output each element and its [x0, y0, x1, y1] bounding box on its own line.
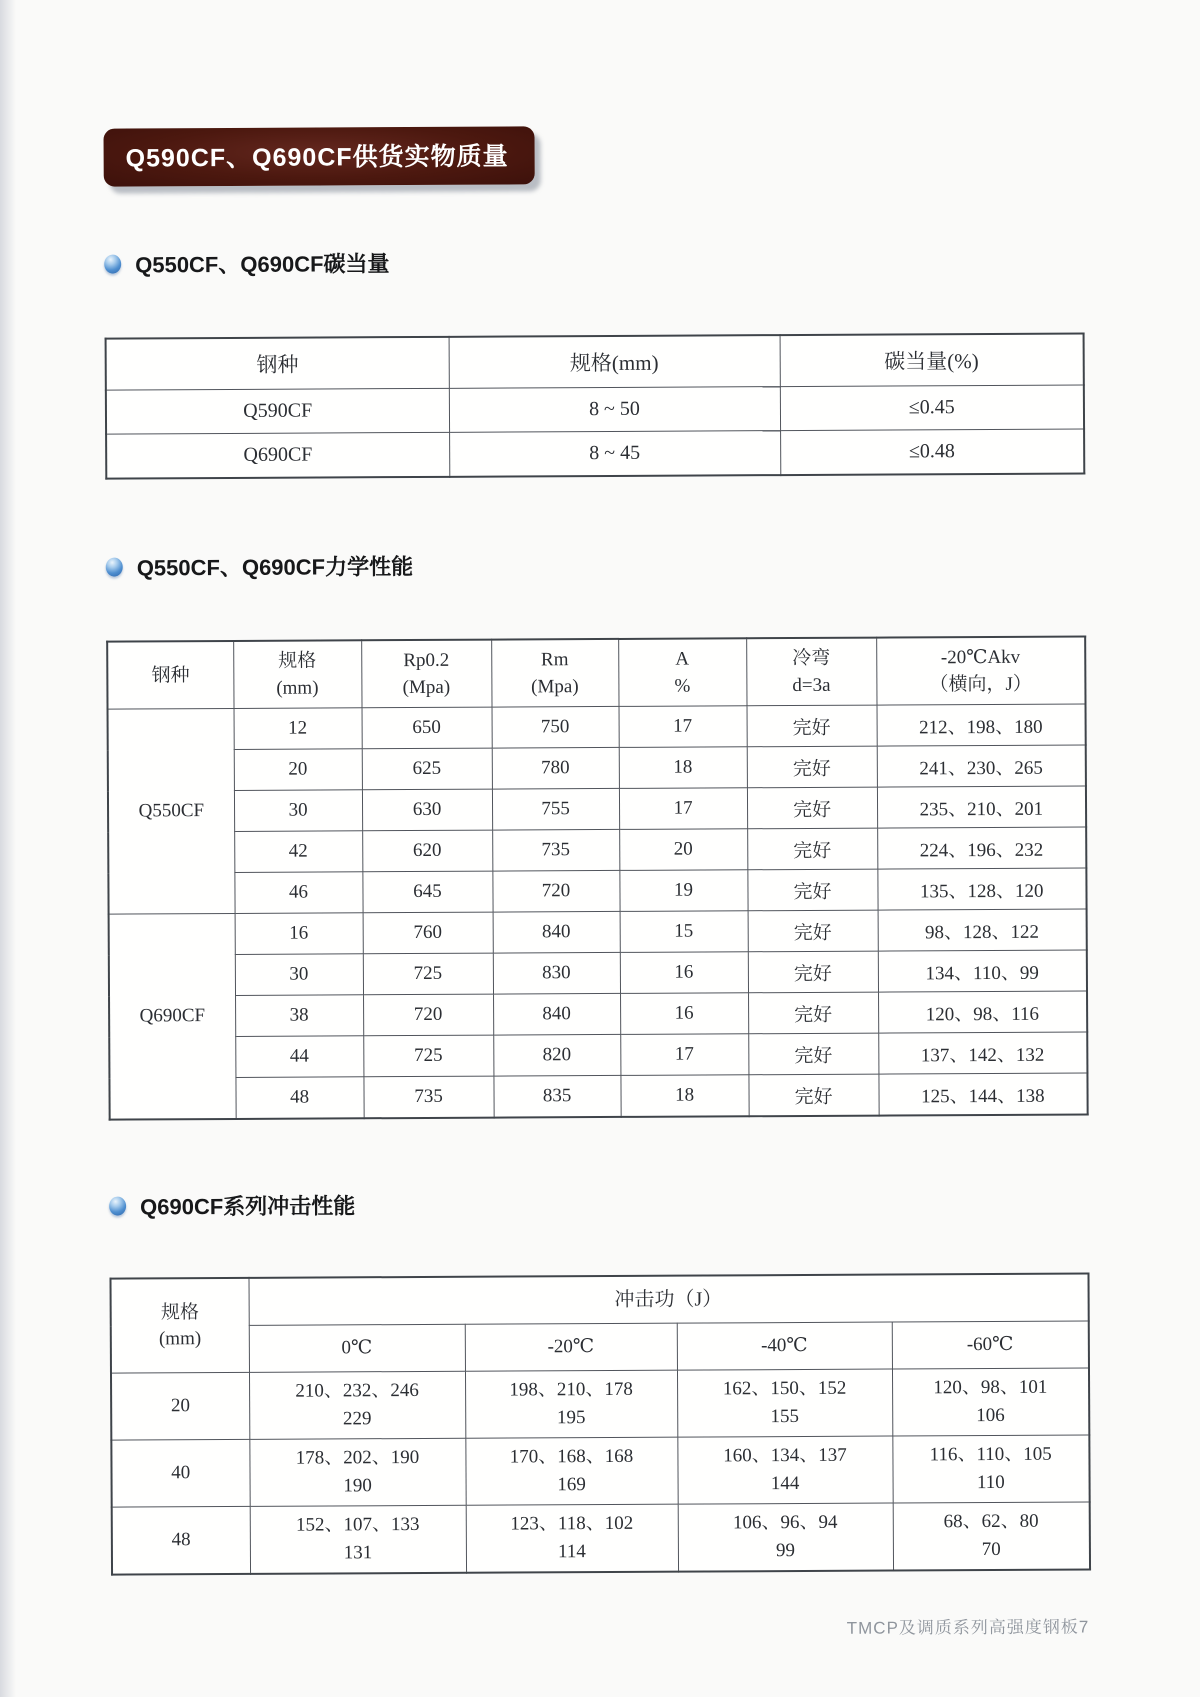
- data-cell: 241、230、265: [877, 745, 1086, 787]
- data-cell: 完好: [748, 992, 878, 1034]
- data-cell: Q590CF: [106, 388, 449, 434]
- data-cell: 116、110、105 110: [892, 1435, 1089, 1503]
- data-cell: 840: [493, 993, 620, 1035]
- table-row: [109, 950, 1087, 996]
- data-cell: 48: [235, 1077, 363, 1119]
- data-cell: 780: [492, 747, 619, 789]
- data-cell: 120、98、116: [878, 991, 1087, 1033]
- spec-cell: 20: [111, 1372, 249, 1440]
- header-cell: 规格 (mm): [110, 1278, 248, 1373]
- steel-group-cell: Q550CF: [108, 708, 235, 914]
- data-cell: 820: [493, 1034, 620, 1076]
- bullet-sphere-icon: [106, 558, 123, 577]
- data-cell: 725: [363, 953, 493, 995]
- data-cell: 19: [619, 870, 747, 912]
- data-cell: 210、232、246 229: [249, 1371, 465, 1439]
- section-heading-impact: [109, 1185, 1089, 1221]
- data-cell: 18: [620, 1075, 748, 1117]
- section-heading-label: Q550CF、Q690CF碳当量: [135, 251, 390, 278]
- header-cell: 冲击功（J）: [248, 1273, 1088, 1325]
- header-cell: -20℃Akv （横向，J）: [876, 636, 1085, 705]
- table-header-row: [110, 1273, 1088, 1326]
- header-cell: 规格(mm): [449, 335, 780, 388]
- data-cell: 17: [620, 1034, 748, 1076]
- data-cell: 735: [492, 829, 619, 871]
- table-row: [109, 991, 1087, 1037]
- data-cell: 30: [234, 790, 362, 832]
- spec-cell: 48: [112, 1506, 250, 1574]
- table-row: [109, 1073, 1087, 1120]
- data-cell: 162、150、152 155: [677, 1369, 892, 1437]
- data-cell: 137、142、132: [878, 1032, 1087, 1074]
- data-cell: 16: [620, 952, 748, 994]
- data-cell: 135、128、120: [877, 868, 1086, 910]
- data-cell: ≤0.48: [780, 429, 1084, 475]
- table-row: [108, 786, 1086, 832]
- data-cell: 235、210、201: [877, 786, 1086, 828]
- data-cell: 106、96、94 99: [678, 1503, 893, 1572]
- data-cell: 134、110、99: [878, 950, 1087, 992]
- data-cell: 16: [620, 993, 748, 1035]
- impact-table: [109, 1272, 1091, 1575]
- table-row: [108, 745, 1086, 791]
- data-cell: 完好: [747, 787, 877, 829]
- scan-page-edge: [0, 0, 16, 1697]
- header-cell: 规格 (mm): [233, 640, 361, 708]
- data-cell: 44: [235, 1036, 363, 1078]
- data-cell: 725: [363, 1035, 493, 1077]
- data-cell: 38: [235, 995, 363, 1037]
- data-cell: 178、202、190 190: [249, 1438, 465, 1506]
- data-cell: 18: [619, 747, 747, 789]
- data-cell: 835: [493, 1075, 620, 1117]
- data-cell: 212、198、180: [877, 704, 1086, 746]
- header-cell: 碳当量(%): [780, 333, 1084, 386]
- data-cell: Q690CF: [106, 432, 449, 478]
- table-row: [108, 868, 1086, 914]
- data-cell: 120、98、101 106: [892, 1368, 1089, 1436]
- header-cell: -60℃: [892, 1321, 1089, 1369]
- data-cell: 123、118、102 114: [466, 1504, 678, 1573]
- data-cell: 620: [362, 830, 492, 872]
- data-cell: 完好: [747, 869, 877, 911]
- header-cell: -20℃: [465, 1323, 677, 1371]
- steel-group-cell: Q690CF: [109, 913, 236, 1119]
- data-cell: 198、210、178 195: [465, 1370, 677, 1438]
- table-row: [112, 1502, 1090, 1575]
- data-cell: 完好: [747, 828, 877, 870]
- data-cell: 17: [619, 788, 747, 830]
- banner-title: Q590CF、Q690CF供货实物质量: [103, 126, 534, 186]
- section-heading-mechanical: [106, 546, 1086, 582]
- data-cell: 160、134、137 144: [677, 1436, 892, 1504]
- data-cell: 750: [492, 706, 619, 748]
- table-row: [108, 827, 1086, 873]
- page-content: [103, 0, 1092, 1643]
- data-cell: 完好: [747, 746, 877, 788]
- data-cell: 755: [492, 788, 619, 830]
- data-cell: 完好: [748, 1033, 878, 1075]
- data-cell: 完好: [748, 951, 878, 993]
- data-cell: 650: [362, 707, 492, 749]
- data-cell: 840: [493, 911, 620, 953]
- header-cell: 钢种: [106, 337, 449, 390]
- table-header-row: [106, 333, 1084, 390]
- data-cell: 630: [362, 789, 492, 831]
- data-cell: 720: [363, 994, 493, 1036]
- data-cell: 46: [234, 872, 362, 914]
- section-heading-label: Q550CF、Q690CF力学性能: [136, 554, 414, 581]
- data-cell: 8 ~ 45: [449, 431, 780, 477]
- data-cell: 30: [235, 954, 363, 996]
- table-row: [106, 385, 1084, 434]
- mechanical-table: [106, 635, 1088, 1120]
- data-cell: 17: [619, 706, 747, 748]
- data-cell: 68、62、80 70: [893, 1502, 1090, 1571]
- data-cell: 完好: [748, 1074, 878, 1116]
- header-cell: Rm (Mpa): [491, 639, 618, 707]
- data-cell: 125、144、138: [878, 1073, 1087, 1116]
- data-cell: 224、196、232: [877, 827, 1086, 869]
- header-cell: 0℃: [249, 1324, 465, 1372]
- data-cell: 20: [619, 829, 747, 871]
- table-row: [109, 1032, 1087, 1078]
- table-row: [111, 1368, 1089, 1440]
- data-cell: 98、128、122: [878, 909, 1087, 951]
- table-row: [106, 429, 1084, 479]
- header-cell: 钢种: [107, 641, 233, 709]
- table-header-row: [107, 636, 1085, 709]
- header-cell: -40℃: [677, 1322, 892, 1370]
- header-cell: 冷弯 d=3a: [746, 638, 876, 706]
- data-cell: ≤0.45: [780, 385, 1084, 431]
- bullet-sphere-icon: [104, 255, 121, 274]
- header-cell: A %: [618, 638, 746, 706]
- section-heading-label: Q690CF系列冲击性能: [140, 1193, 356, 1220]
- data-cell: 16: [235, 913, 363, 955]
- header-cell: Rp0.2 (Mpa): [361, 640, 491, 708]
- data-cell: 645: [362, 871, 492, 913]
- table-row: [111, 1435, 1089, 1507]
- data-cell: 625: [362, 748, 492, 790]
- data-cell: 170、168、168 169: [465, 1437, 677, 1505]
- data-cell: 完好: [747, 705, 877, 747]
- data-cell: 720: [492, 870, 619, 912]
- carbon-table: [105, 332, 1086, 479]
- page-footer: TMCP及调质系列高强度钢板7: [846, 1617, 1090, 1638]
- data-cell: 完好: [748, 910, 878, 952]
- table-row: [108, 704, 1086, 750]
- data-cell: 15: [620, 911, 748, 953]
- data-cell: 760: [363, 912, 493, 954]
- data-cell: 830: [493, 952, 620, 994]
- spec-cell: 40: [111, 1439, 249, 1507]
- bullet-sphere-icon: [109, 1197, 126, 1216]
- data-cell: 42: [234, 831, 362, 873]
- section-heading-carbon: [104, 243, 1084, 279]
- table-header-row: [111, 1321, 1089, 1373]
- table-row: [109, 909, 1087, 955]
- data-cell: 20: [234, 749, 362, 791]
- data-cell: 8 ~ 50: [449, 387, 780, 433]
- data-cell: 152、107、133 131: [250, 1505, 466, 1574]
- data-cell: 12: [234, 708, 362, 750]
- data-cell: 735: [363, 1076, 493, 1118]
